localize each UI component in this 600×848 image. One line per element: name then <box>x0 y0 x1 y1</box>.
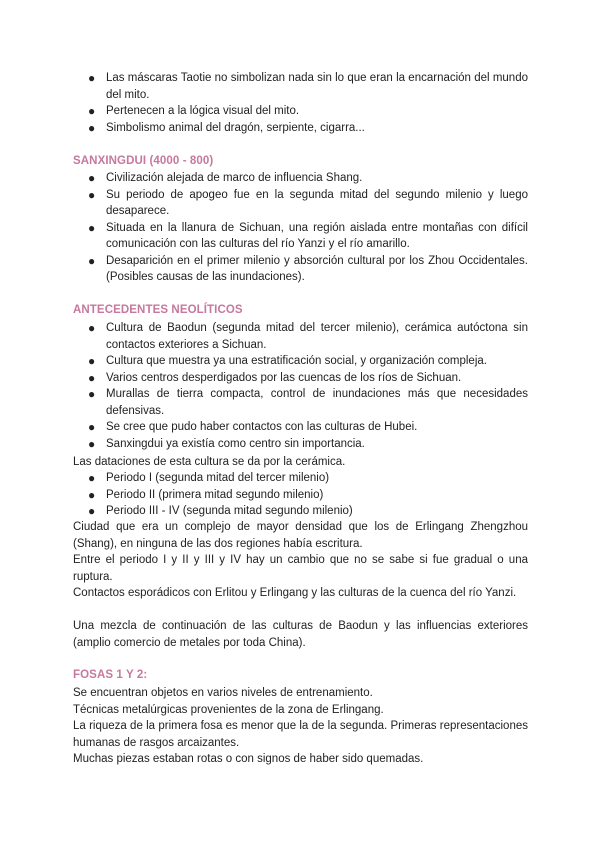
intro-bullet-list <box>73 70 528 136</box>
section-heading-sanxingdui: SANXINGDUI (4000 - 800) <box>73 155 214 167</box>
paragraph-periodos: Entre el periodo I y II y III y IV hay un cambio que no se sabe si fue gradual o una ruptura. <box>73 554 528 583</box>
paragraph-piezas: Muchas piezas estaban rotas o con signos de haber sido quemadas. <box>73 753 424 765</box>
paragraph-tecnicas: Técnicas metalúrgicas provenientes de la zona de Erlingang. <box>73 704 384 716</box>
dating-paragraph: Las dataciones de esta cultura se da por la cerámica. <box>73 456 346 468</box>
bullet-icon: ● <box>88 504 96 518</box>
bullet-icon: ● <box>88 187 96 202</box>
list-item: ● Murallas de tierra compacta, control de inundaciones más que necesidades defensivas. <box>88 387 528 417</box>
paragraph-ciudad: Ciudad que era un complejo de mayor densidad que los de Erlingang Zhengzhou (Shang), en ninguna de las dos regiones había escritura. <box>73 521 528 550</box>
bullet-icon: ● <box>88 487 96 502</box>
paragraph-objetos: Se encuentran objetos en varios niveles de entrenamiento. <box>73 687 373 699</box>
list-item: ● Desaparición en el primer milenio y absorción cultural por los Zhou Occidentales. (Posibles causas de las inundaciones). <box>88 253 528 283</box>
section-heading-fosas: FOSAS 1 Y 2: <box>73 669 148 681</box>
list-item: ● Situada en la llanura de Sichuan, una región aislada entre montañas con difícil comunicación con las culturas del río Yanzi y el río amarillo. <box>88 220 528 250</box>
bullet-icon: ● <box>88 71 96 85</box>
bullet-icon: ● <box>88 354 96 368</box>
paragraph-mezcla: Una mezcla de continuación de las culturas de Baodun y las influencias exteriores (amplio comercio de metales por toda China). <box>73 620 528 649</box>
bullet-icon: ● <box>88 471 96 485</box>
list-item: ● Civilización alejada de marco de influencia Shang. <box>88 171 363 185</box>
bullet-icon: ● <box>88 104 96 118</box>
bullet-icon: ● <box>88 171 96 185</box>
list-item: ● Simbolismo animal del dragón, serpiente, cigarra... <box>88 120 365 135</box>
paragraph-riqueza: La riqueza de la primera fosa es menor que la de la segunda. Primeras representaciones humanas de rasgos arcaizantes. <box>73 720 528 749</box>
list-item: ● Cultura de Baodun (segunda mitad del tercer milenio), cerámica autóctona sin contactos exteriores a Sichuan. <box>88 321 528 351</box>
list-item: ● Sanxingdui ya existía como centro sin importancia. <box>88 436 365 451</box>
list-item: ● Pertenecen a la lógica visual del mito. <box>88 104 300 118</box>
bullet-icon: ● <box>88 253 96 268</box>
sanxingdui-bullet-list <box>73 170 528 286</box>
list-item: ● Su periodo de apogeo fue en la segunda mitad del segundo milenio y luego desaparece. <box>88 187 528 217</box>
list-item: ● Cultura que muestra ya una estratificación social, y organización compleja. <box>88 354 487 368</box>
list-item: ● Las máscaras Taotie no simbolizan nada sin lo que eran la encarnación del mundo del mito. <box>88 71 528 101</box>
list-item: ● Se cree que pudo haber contactos con las culturas de Hubei. <box>88 420 418 434</box>
bullet-icon: ● <box>88 321 96 335</box>
bullet-icon: ● <box>88 220 96 235</box>
list-item: ● Varios centros desperdigados por las cuencas de los ríos de Sichuan. <box>88 370 462 385</box>
periods-bullet-list <box>73 470 528 520</box>
neoliticos-bullet-list <box>73 320 528 452</box>
list-item: ● Periodo II (primera mitad segundo milenio) <box>88 487 324 502</box>
bullet-icon: ● <box>88 420 96 434</box>
bullet-icon: ● <box>88 387 96 401</box>
bullet-icon: ● <box>88 370 96 385</box>
bullet-icon: ● <box>88 120 96 135</box>
bullet-icon: ● <box>88 436 96 451</box>
paragraph-contactos: Contactos esporádicos con Erlitou y Erlingang y las culturas de la cuenca del río Yanzi. <box>73 587 517 599</box>
list-item: ● Periodo III - IV (segunda mitad segundo milenio) <box>88 504 353 518</box>
section-heading-neoliticos: ANTECEDENTES NEOLÍTICOS <box>73 304 243 316</box>
list-item: ● Periodo I (segunda mitad del tercer milenio) <box>88 471 330 485</box>
